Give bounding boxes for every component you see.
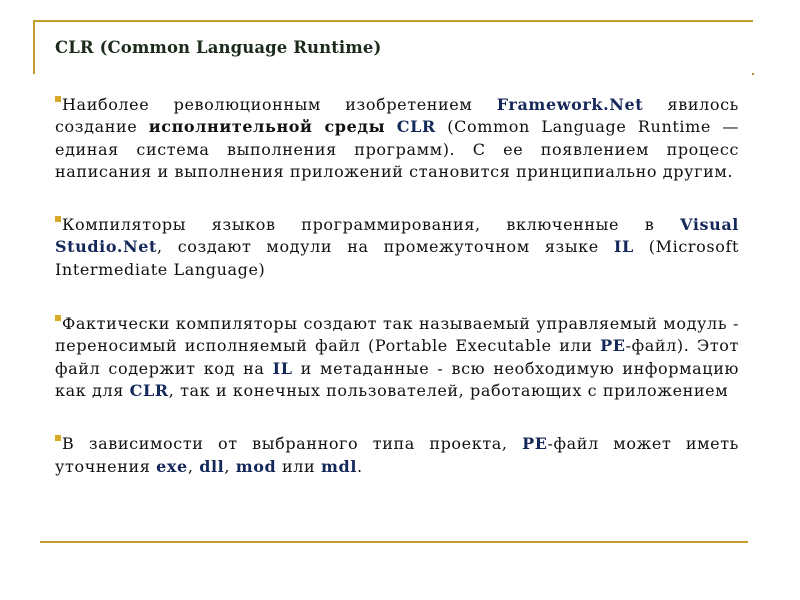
square-bullet-icon — [55, 216, 61, 222]
square-bullet-icon — [55, 315, 61, 321]
text: Фактически компиляторы создают так называемый управляемый модуль - переносимый исполняемый файл (Portable Executable или — [55, 314, 739, 356]
square-bullet-icon — [55, 435, 61, 441]
text: явилось создание — [55, 95, 739, 137]
text: -файл может иметь уточнения — [55, 434, 739, 476]
keyword-dll: dll — [199, 456, 225, 476]
bullet-paragraph-3 — [55, 313, 739, 402]
left-gold-rule — [33, 20, 35, 74]
text: , — [224, 456, 236, 476]
bottom-gold-rule — [40, 541, 748, 543]
bullet-paragraph-2 — [55, 214, 739, 281]
bullet-paragraph-4 — [55, 433, 739, 478]
text: (Common Language Runtime — единая система выполнения программ). С ее появлением процесс написания и выполнения приложений становится принципиально другим. — [55, 117, 740, 181]
keyword-il: IL — [272, 358, 293, 378]
keyword-mod: mod — [235, 456, 277, 476]
keyword-clr: CLR — [396, 117, 436, 137]
keyword-exe: exe — [156, 456, 188, 476]
text: Компиляторы языков программирования, включенные в — [62, 215, 681, 235]
keyword-mdl: mdl — [321, 456, 357, 476]
corner-dot — [752, 73, 754, 75]
keyword-pe: PE — [522, 434, 548, 454]
text: или — [276, 456, 321, 476]
slide-body — [55, 94, 739, 509]
text: , создают модули на промежуточном языке — [157, 237, 614, 257]
bold-phrase: исполнительной среды — [148, 117, 386, 137]
text: и метаданные - всю необходимую информацию как для — [55, 358, 739, 400]
slide-title: CLR (Common Language Runtime) — [55, 38, 382, 57]
keyword-framework-net: Framework.Net — [496, 95, 644, 114]
bullet-paragraph-1 — [55, 94, 739, 183]
keyword-il: IL — [613, 237, 634, 257]
text: , — [187, 456, 200, 476]
text: В зависимости от выбранного типа проекта, — [62, 434, 523, 454]
keyword-visual-studio: Visual Studio.Net — [55, 215, 739, 257]
text: Наиболее революционным изобретением — [62, 95, 497, 114]
text: . — [357, 456, 363, 476]
keyword-pe: PE — [600, 336, 626, 356]
text — [385, 117, 396, 136]
text: (Microsoft Intermediate Language) — [55, 237, 739, 279]
text: , так и конечных пользователей, работающих с приложением — [168, 380, 729, 400]
keyword-clr: CLR — [129, 380, 169, 400]
top-gold-rule — [33, 20, 753, 22]
text: -файл). Этот файл содержит код на — [55, 336, 739, 378]
square-bullet-icon — [55, 96, 61, 102]
